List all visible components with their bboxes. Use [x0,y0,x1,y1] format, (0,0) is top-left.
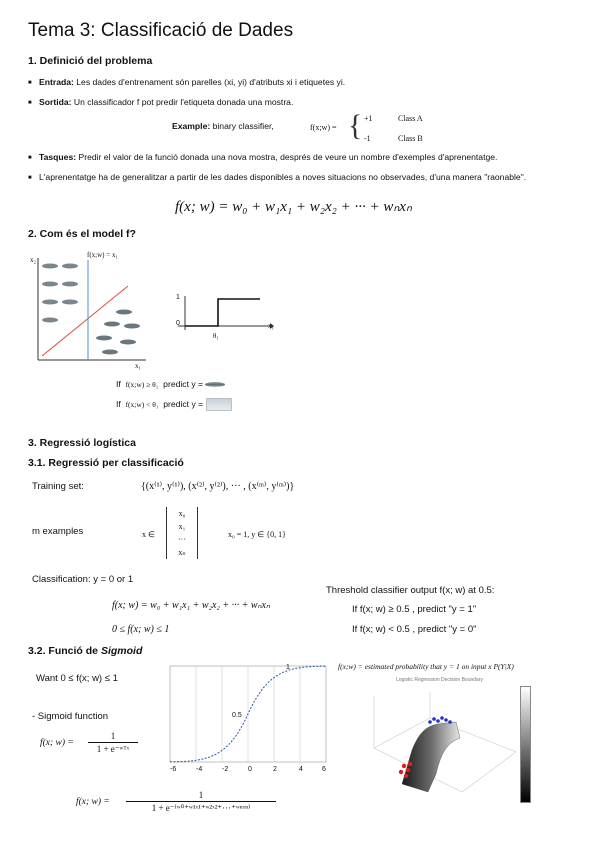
bottom-fraction [126,789,276,814]
section-2-heading: 2. Com és el model f? [28,228,136,240]
fish-mark [42,300,58,305]
tick-label: 4 [299,766,303,773]
scatter-plot-title: f(x;w) = x₁ [87,251,118,259]
fish-mark [42,282,58,287]
fish-cluster-a [42,264,78,323]
if-2-keyword: If [116,399,121,409]
data-point [448,720,452,724]
tick-label: 6 [322,766,326,773]
fish-icon [205,382,225,387]
fish-cluster-b [96,310,140,355]
surface-plot-title: Logistic Regression Decision Boundary [396,677,483,683]
sigmoid-fraction [88,730,138,755]
logistic-surface-plot [370,688,520,810]
fish-mark [42,264,58,269]
section-3-2-prefix: 3.2. Funció de [28,645,101,657]
example-line [172,120,274,132]
fish-mark [120,340,136,345]
sortida-label: Sortida: [39,97,72,107]
fish-mark [116,310,132,315]
vec-x0: x₀ [178,509,186,518]
fish-mark [62,282,78,287]
tasques-line [28,151,497,165]
generalize-line [28,171,573,185]
case-1-class: Class A [398,114,423,123]
step-y-label: 1 [176,294,180,301]
generalize-text: L'aprenentatge ha de generalitzar a partir de les dades disponibles a noves situacions no observades, d'una manera "raonable". [39,172,527,182]
tick-label: 0 [248,766,252,773]
bottom-denominator: 1 + e⁻⁽ʷ⁰⁺ʷ¹ˣ¹⁺ʷ²ˣ²⁺···⁺ʷⁿˣⁿ⁾ [151,803,251,813]
step-x-label: x₁ [268,322,274,330]
entrada-label: Entrada: [39,77,74,87]
bottom-numerator: 1 [126,789,276,802]
step-zero-label: 0 [176,320,180,327]
sortida-line [28,96,293,110]
want-line: Want 0 ≤ f(x; w) ≤ 1 [36,673,118,684]
case-1-value: +1 [364,114,373,123]
sigmoid-tick-row [168,766,330,776]
section-3-2-heading [28,645,142,657]
fish-mark [96,336,112,341]
bottom-lhs: f(x; w) = [76,797,110,807]
section-3-heading: 3. Regressió logística [28,437,136,449]
sigmoid-numerator: 1 [88,730,138,743]
surface-mesh [402,722,460,792]
if-2-predict: predict y = [163,399,204,409]
fish-mark [62,264,78,269]
classification-line: Classification: y = 0 or 1 [32,574,134,585]
data-point [399,770,403,774]
case-2-value: -1 [364,134,371,143]
m-examples-label: m examples [32,526,84,537]
if-1-condition: f(x;w) ≥ θ₁ [125,380,159,389]
linear-fx: f(x; w) = w₀ + w₁x₁ + w₂x₂ + ··· + wₙxₙ [112,600,270,611]
if-1-predict: predict y = [163,379,204,389]
data-point [402,764,406,768]
tasques-label: Tasques: [39,152,77,162]
threshold-title: Threshold classifier output f(x; w) at 0.5: [326,585,495,596]
section-1-heading: 1. Definició del problema [28,55,153,67]
data-point [428,720,432,724]
sigmoid-denominator: 1 + e⁻ʷᵀˣ [96,744,130,754]
data-point [406,768,410,772]
sigmoid-one-label: 1 [286,664,290,671]
big-formula: f(x; w) = w₀ + w₁x₁ + w₂x₂ + ··· + wₙxₙ [175,199,412,215]
vec-x1: x₁ [178,522,186,531]
step-theta-label: θ₁ [213,332,219,340]
tasques-text: Predir el valor de la funció donada una nova mostra, després de veure un nombre d'exemples d'aprenentatge. [78,152,498,162]
threshold-rule-1: If f(x; w) ≥ 0.5 , predict "y = 1" [352,604,477,615]
data-point [408,762,412,766]
vec-xn: xₙ [178,548,186,557]
page-title: Tema 3: Classificació de Dades [28,20,294,41]
training-set-formula: {(x⁽¹⁾, y⁽¹⁾), (x⁽²⁾, y⁽²⁾), ··· , (x⁽ᵐ⁾, y⁽ᵐ⁾)} [141,481,295,492]
x0-condition: x₀ = 1, y ∈ {0, 1} [228,530,286,539]
tick-label: -4 [196,766,203,773]
if-rule-2 [116,398,232,411]
sigmoid-half-label: 0.5 [232,712,242,719]
threshold-rule-2: If f(x; w) < 0.5 , predict "y = 0" [352,624,477,635]
example-fx: f(x;w) = [310,123,337,132]
section-3-2-em: Sigmoid [100,645,143,657]
sigmoid-lhs: f(x; w) = [40,738,74,748]
scatter-axis-x2: x₂ [30,256,36,264]
tick-label: -2 [222,766,229,773]
data-point [440,716,444,720]
tick-label: 2 [273,766,277,773]
sigmoid-plot [168,662,330,774]
fish-scatter-plot [28,246,153,371]
x-in-label: x ∈ [142,530,155,539]
fish-mark [42,318,58,323]
fish-mark [124,324,140,329]
tick-label: -6 [170,766,177,773]
data-point [444,718,448,722]
example-text: binary classifier, [212,121,274,131]
fish-icon [206,398,232,411]
data-point [436,719,440,723]
fx-range: 0 ≤ f(x; w) ≤ 1 [112,624,170,635]
scatter-axis-x1: x₁ [135,362,141,370]
if-rule-1 [116,378,225,391]
step-function-plot [170,290,280,340]
fish-mark [104,322,120,327]
fish-mark [62,300,78,305]
feature-vector [166,507,198,559]
vec-dots: ··· [178,535,186,544]
cases-brace: { [348,109,363,142]
example-label: Example: [172,121,211,131]
sortida-text: Un classificador f pot predir l'etiqueta donada una mostra. [73,97,294,107]
if-1-keyword: If [116,379,121,389]
step-curve [185,299,260,326]
sigmoid-label: - Sigmoid function [32,711,109,722]
data-point [404,774,408,778]
colorbar [520,686,531,803]
section-3-1-heading: 3.1. Regressió per classificació [28,457,184,469]
entrada-text: Les dades d'entrenament són parelles (xi, yi) d'atributs xi i etiquetes yi. [76,77,346,87]
if-2-condition: f(x;w) < θ₁ [125,400,159,409]
fish-mark [102,350,118,355]
probability-caption: f(x;w) = estimated probability that y = 1 on input x P(Y|X) [338,662,514,671]
entrada-line [28,76,345,90]
data-point [432,717,436,721]
training-set-label: Training set: [32,481,84,492]
case-2-class: Class B [398,134,423,143]
